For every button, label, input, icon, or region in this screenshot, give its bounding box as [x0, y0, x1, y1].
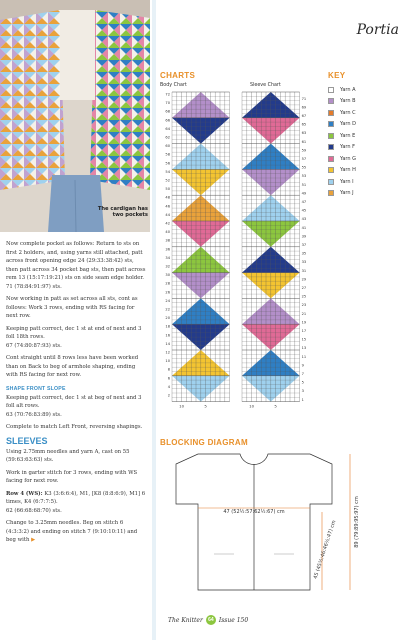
key-item — [328, 84, 398, 96]
row-label: 41 — [301, 225, 307, 230]
depth-measurement: 45 (45½:46:46½:47) cm — [312, 519, 338, 580]
row-label: 10 — [165, 359, 170, 364]
row-label: 27 — [301, 286, 307, 290]
instructions-p8: Work in garter stitch for 3 rows, ending with WS facing for next row. — [6, 469, 138, 484]
row-label: 23 — [301, 303, 307, 308]
shape-front-slope-heading: SHAPE FRONT SLOPE — [6, 385, 66, 392]
row-label: 69 — [301, 105, 307, 110]
key-label: Yarn I — [340, 178, 354, 185]
instructions-p5: Keeping patt correct, dec 1 st at beg of next and 3 foll alt rows. 63 (70:76:83:89) sts. — [6, 394, 142, 418]
color-swatch — [328, 133, 334, 139]
row-label: 29 — [301, 277, 307, 282]
body-chart — [160, 90, 248, 430]
row-label: 28 — [165, 281, 170, 286]
row-label: 45 — [301, 208, 307, 213]
issue-number: Issue 150 — [218, 616, 249, 624]
row-label: 63 — [301, 131, 307, 136]
color-swatch — [328, 144, 334, 150]
row-label: 18 — [165, 324, 170, 329]
instructions-p10: Change to 3.25mm needles. Beg on stitch 6 (4:3:3:2) and ending on stitch 7 (9:10:10:11) and beg with ▶ — [6, 520, 138, 543]
row-label: 13 — [301, 346, 307, 351]
instructions-p4: Cont straight until 8 rows less have been worked than on Back to beg of armhole shaping, ending with RS facing for next row. — [6, 355, 139, 378]
row-label: 34 — [165, 255, 170, 260]
row-label: 25 — [301, 294, 307, 299]
row-label: 35 — [301, 251, 307, 256]
row-label: 3 — [301, 389, 304, 394]
row-label: 1 — [301, 397, 304, 402]
row-label: 2 — [167, 393, 170, 398]
instructions-p2: Now working in patt as set across all sts, cont as follows: Work 3 rows, ending with RS facing for next row. — [6, 296, 138, 319]
charts-heading: CHARTS — [160, 71, 196, 80]
row-label: 50 — [165, 187, 170, 192]
row-label: 59 — [301, 148, 307, 153]
row-label: 36 — [165, 247, 170, 252]
key-item — [328, 188, 398, 200]
row-label: 39 — [301, 234, 307, 239]
row-label: 53 — [301, 174, 307, 179]
instructions-row4: Row 4 (WS): K3 (3:6:6:4), M1, [K8 (8:8:6:9), M1] 6 times, K4 (6:7:7:5). 62 (66:68:68:70) sts. — [6, 490, 146, 514]
instructions-column — [6, 240, 146, 549]
key-item — [328, 96, 398, 108]
column-label: 5 — [204, 403, 207, 409]
row-label: 33 — [301, 260, 307, 265]
row-label: 61 — [301, 139, 307, 144]
row-label: 12 — [165, 350, 170, 355]
row-label: 38 — [165, 238, 170, 243]
row-label: 44 — [165, 212, 170, 217]
row-label: 14 — [165, 341, 170, 346]
key-label: Yarn E — [340, 132, 356, 139]
page-number: 64 — [206, 615, 216, 625]
length-measurement: 89 (79:89:95:97) cm — [354, 496, 360, 548]
key-label: Yarn G — [340, 155, 357, 162]
row-label: 31 — [301, 268, 307, 273]
row-label: 47 — [301, 200, 307, 204]
row-label: 43 — [301, 217, 307, 222]
instructions-p6: Complete to match Left Front, reversing shapings. — [6, 424, 143, 430]
color-swatch — [328, 121, 334, 127]
color-swatch — [328, 87, 334, 93]
column-label: 10 — [179, 403, 185, 409]
row-label: 15 — [301, 337, 307, 342]
color-swatch — [328, 98, 334, 104]
row-label: 48 — [165, 195, 170, 200]
row-label: 72 — [165, 92, 170, 97]
blocking-heading: BLOCKING DIAGRAM — [160, 438, 248, 447]
row-label: 24 — [165, 298, 170, 303]
row-label: 55 — [301, 165, 307, 170]
row-label: 11 — [301, 354, 307, 359]
sidebar-strip — [152, 0, 156, 640]
row-label: 57 — [301, 157, 307, 161]
row-label: 65 — [301, 122, 307, 127]
row-label: 70 — [165, 101, 170, 106]
row-label: 16 — [165, 333, 170, 338]
row-label: 37 — [301, 243, 307, 247]
key-item — [328, 142, 398, 154]
row-label: 32 — [165, 264, 170, 269]
key-item — [328, 119, 398, 131]
row-label: 6 — [167, 376, 170, 381]
cardigan-photo — [0, 0, 150, 232]
magazine-name: The Knitter — [168, 616, 203, 624]
color-swatch — [328, 167, 334, 173]
blocking-diagram — [160, 450, 400, 610]
key-label: Yarn B — [340, 98, 356, 105]
color-swatch — [328, 156, 334, 162]
row-label: 30 — [165, 273, 170, 278]
key-label: Yarn F — [340, 144, 356, 151]
instructions-p7: Using 2.75mm needles and yarn A, cast on 55 (59:63:63:63) sts. — [6, 448, 130, 463]
row-label: 56 — [165, 161, 170, 166]
instructions-p3: Keeping patt correct, dec 1 st at end of next and 3 foll 18th rows. 67 (74:80:87:93) sts. — [6, 325, 142, 349]
instructions-p1: Now complete pocket as follows: Return to sts on first 2 holders, and, using yarns still attached, patt across front opening edge 24 (29:33:38:42) sts, then patt across 34 pocket bag sts, then patt across rem 13 (15:17:19:21) sts on side seam edge holder. 71 (78:84:91:97) sts. — [6, 241, 146, 290]
photo-caption: The cardigan has two pockets — [97, 206, 148, 219]
row-label: 54 — [165, 169, 170, 174]
row-label: 5 — [301, 380, 304, 385]
width-measurement: 47 (52½:57:62½:67) cm — [223, 509, 285, 515]
key-item — [328, 107, 398, 119]
row-label: 67 — [301, 114, 307, 118]
key-heading: KEY — [328, 71, 346, 80]
row-label: 40 — [165, 230, 170, 235]
key-label: Yarn H — [340, 167, 356, 174]
row-label: 64 — [165, 126, 170, 131]
body-chart-title: Body Chart — [160, 83, 187, 88]
row-label: 52 — [165, 178, 170, 183]
column-label: 5 — [274, 403, 277, 409]
row-label: 58 — [165, 152, 170, 157]
row-label: 46 — [165, 204, 170, 209]
sleeve-chart — [240, 90, 328, 430]
color-swatch — [328, 110, 334, 116]
key-label: Yarn D — [340, 121, 357, 128]
row-label: 20 — [165, 316, 170, 321]
key-label: Yarn J — [340, 190, 354, 197]
row-label: 62 — [165, 135, 170, 140]
row-label: 22 — [165, 307, 170, 312]
row-label: 51 — [301, 182, 307, 187]
key-item — [328, 153, 398, 165]
key-item — [328, 176, 398, 188]
color-swatch — [328, 179, 334, 185]
row-label: 8 — [167, 367, 170, 372]
row-label: 7 — [301, 372, 304, 376]
color-swatch — [328, 190, 334, 196]
row-label: 71 — [301, 96, 307, 101]
key-label: Yarn C — [340, 109, 356, 116]
sleeve-chart-title: Sleeve Chart — [250, 83, 281, 88]
key-list — [328, 84, 398, 199]
row-label: 9 — [301, 363, 304, 368]
row-label: 4 — [167, 384, 170, 389]
row-label: 17 — [301, 329, 307, 333]
row-label: 60 — [165, 144, 170, 149]
row-label: 66 — [165, 118, 170, 123]
row-label: 21 — [301, 311, 307, 316]
key-item — [328, 130, 398, 142]
row-label: 42 — [165, 221, 170, 226]
row-label: 49 — [301, 191, 307, 196]
row-label: 26 — [165, 290, 170, 295]
key-label: Yarn A — [340, 86, 356, 93]
column-label: 10 — [249, 403, 255, 409]
key-item — [328, 165, 398, 177]
row-label: 68 — [165, 109, 170, 114]
sleeves-heading: SLEEVES — [6, 435, 48, 446]
page-footer — [168, 615, 248, 625]
pattern-title: Portia — [356, 22, 399, 38]
row-label: 19 — [301, 320, 307, 325]
